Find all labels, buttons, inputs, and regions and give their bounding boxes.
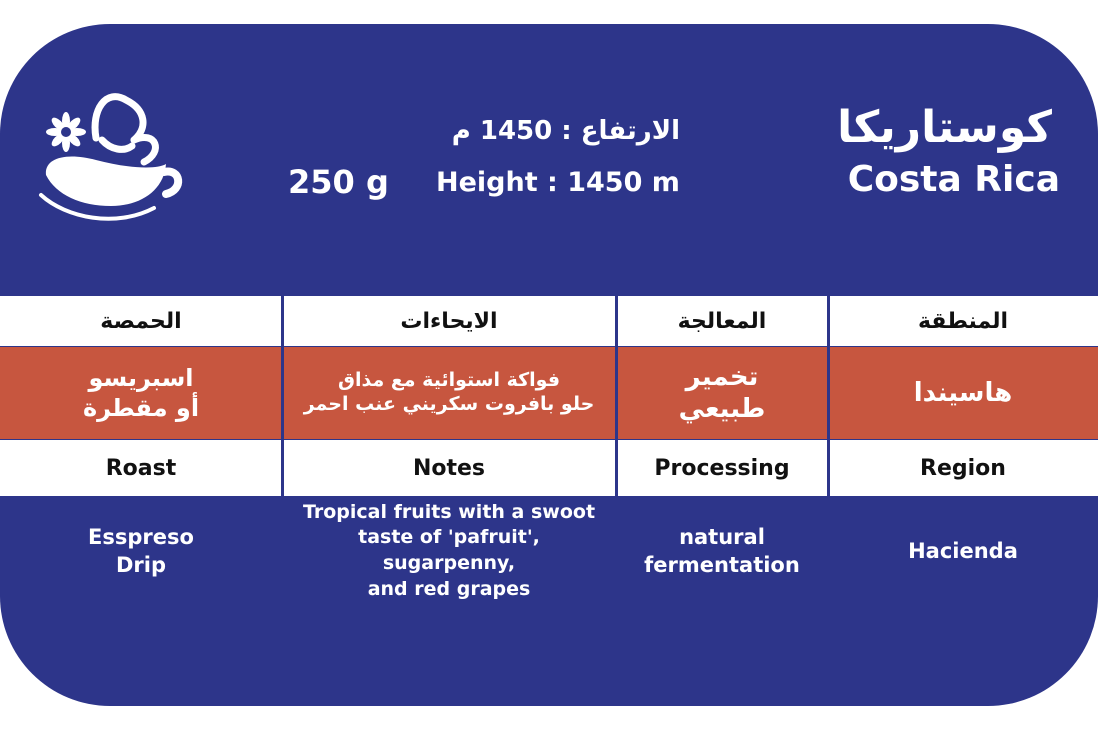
value-roast-en-line2: Drip bbox=[115, 553, 167, 577]
value-processing-en bbox=[616, 496, 828, 606]
product-card bbox=[0, 24, 1098, 706]
height-arabic: الارتفاع : 1450 م bbox=[451, 116, 680, 146]
arabic-values-row bbox=[0, 347, 1098, 439]
english-values-row bbox=[0, 496, 1098, 606]
header-roast-ar: الحمصة bbox=[100, 308, 182, 334]
value-notes-en-line3: and red grapes bbox=[367, 577, 531, 600]
value-processing-ar-line2: طبيعي bbox=[678, 394, 766, 424]
header-region-ar: المنطقة bbox=[917, 308, 1009, 334]
value-region-ar-line1: هاسيندا bbox=[913, 377, 1013, 408]
value-processing-ar-line1: تخمير bbox=[685, 361, 759, 392]
header-processing-en: Processing bbox=[654, 455, 790, 481]
value-notes-ar bbox=[282, 347, 616, 439]
value-region-ar bbox=[828, 347, 1098, 439]
header-roast-en: Roast bbox=[105, 455, 177, 481]
value-roast-ar-line2: أو مقطرة bbox=[82, 394, 200, 422]
header-processing-ar: المعالجة bbox=[677, 308, 767, 334]
title-english: Costa Rica bbox=[847, 159, 1060, 200]
value-processing-en-line1: natural bbox=[679, 524, 765, 549]
header-notes-ar: الايحاءات bbox=[400, 308, 498, 334]
column-divider bbox=[615, 296, 618, 601]
column-divider bbox=[281, 296, 284, 601]
arabic-header-row bbox=[0, 296, 1098, 346]
english-header-row bbox=[0, 440, 1098, 496]
value-roast-en bbox=[0, 496, 282, 606]
value-notes-ar-line1: فواكة استوائية مع مذاق bbox=[337, 369, 561, 392]
value-region-en-line1: Hacienda bbox=[908, 538, 1018, 563]
value-notes-en-line2: taste of 'pafruit', sugarpenny, bbox=[358, 526, 540, 574]
coffee-cup-flower-logo-icon bbox=[36, 80, 186, 230]
value-roast-en-line1: Esspreso bbox=[88, 524, 194, 549]
value-notes-ar-line2: حلو بافروت سكريني عنب احمر bbox=[303, 393, 595, 415]
value-notes-en-line1: Tropical fruits with a swoot bbox=[302, 500, 596, 523]
value-notes-en bbox=[282, 496, 616, 606]
height-english: Height : 1450 m bbox=[436, 167, 680, 198]
value-processing-ar bbox=[616, 347, 828, 439]
column-divider bbox=[827, 296, 830, 601]
value-region-en bbox=[828, 496, 1098, 606]
value-roast-ar bbox=[0, 347, 282, 439]
title-arabic: كوستاريكا bbox=[837, 102, 1052, 153]
value-processing-en-line2: fermentation bbox=[644, 553, 800, 577]
header-notes-en: Notes bbox=[412, 455, 486, 481]
net-weight: 250 g bbox=[288, 163, 389, 201]
value-roast-ar-line1: اسبريسو bbox=[88, 364, 194, 392]
header-region-en: Region bbox=[920, 455, 1006, 481]
